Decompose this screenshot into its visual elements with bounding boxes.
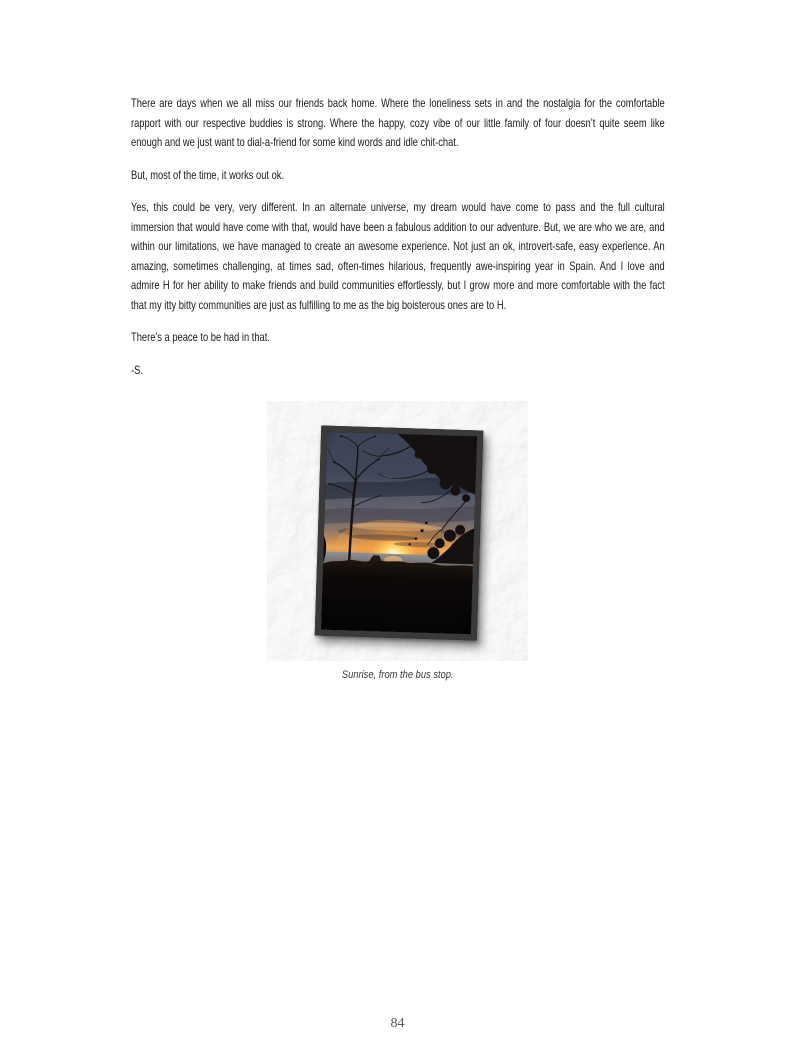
photo-frame	[315, 426, 484, 641]
page-number: 84	[390, 1016, 405, 1031]
sunrise-photo	[321, 432, 477, 635]
photo-caption	[0, 669, 795, 681]
page-footer	[0, 1016, 795, 1032]
paragraph-missing-friends: There are days when we all miss our friends back home. Where the loneliness sets in and the nostalgia for the comfortable rapport with our respective buddies is strong. Where the happy, cozy vibe of our little family of four doesn’t quite seem like enough and we just want to dial-a-friend for some kind words and idle chit-chat.	[131, 96, 665, 149]
signature: -S.	[131, 362, 143, 377]
journal-entry	[131, 94, 665, 380]
photo-caption-text: Sunrise, from the bus stop.	[341, 669, 454, 681]
photo-figure	[0, 401, 795, 681]
paragraph-peace: There’s a peace to be had in that.	[131, 330, 270, 344]
crumpled-paper-mat	[267, 401, 528, 661]
paragraph-works-out-ok: But, most of the time, it works out ok.	[131, 167, 285, 182]
paragraph-alternate-universe: Yes, this could be very, very different. In an alternate universe, my dream would have come to pass and the full cultural immersion that would have come with that, would have been a fabulous addition to our adventure. But, we are who we are, and within our limitations, we have managed to create an awesome experience. Not just an ok, introvert-safe, easy experience. An amazing, sometimes challenging, at times sad, often-times hilarious, frequently awe-inspiring year in Spain. And I love and admire H for her ability to make friends and build communities effortlessly, but I grow more and more comfortable with the fact that my itty bitty communities are just as fulfilling to me as the big boisterous ones are to H.	[131, 200, 665, 312]
